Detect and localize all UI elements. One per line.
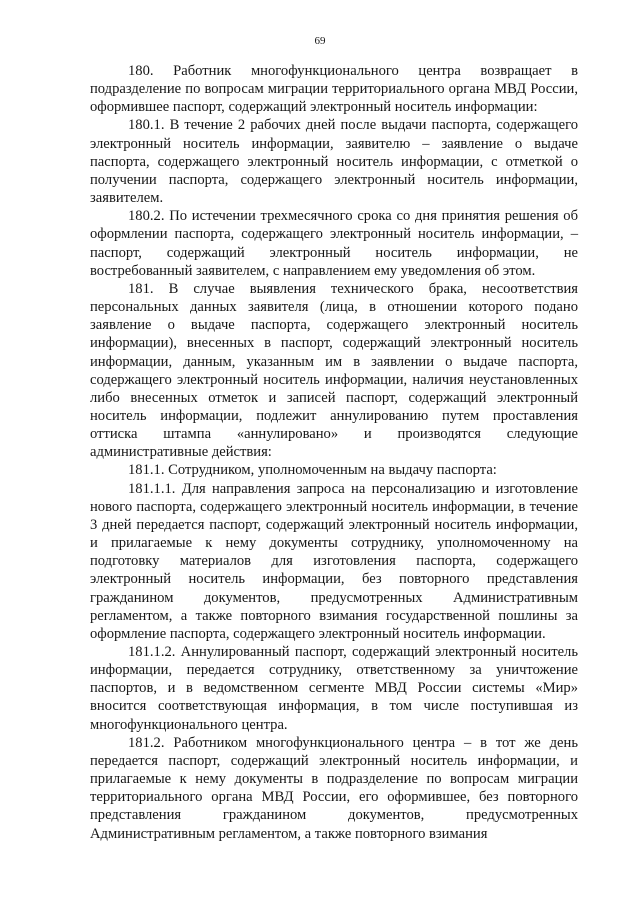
paragraph-181: 181. В случае выявления технического брака, несоответствия персональных данных заявителя (лица, в отношении которого подано заявление о выдаче паспорта, содержащего электронный носитель информации), внесенных в паспорт, содержащий электронный носитель информации, данным, указанным им в заявлении о выдаче паспорта, содержащего электронный носитель информации, наличия неустановленных либо внесенных отметок и записей паспорт, содержащий электронный носитель информации, подлежит аннулированию путем проставления оттиска штампа «аннулировано» и производятся следующие административные действия: bbox=[90, 280, 578, 461]
paragraph-181-1: 181.1. Сотрудником, уполномоченным на выдачу паспорта: bbox=[128, 462, 497, 479]
page-number: 69 bbox=[314, 35, 326, 47]
paragraph-180-1: 180.1. В течение 2 рабочих дней после выдачи паспорта, содержащего электронный носитель информации, заявителю – заявление о выдаче паспорта, содержащего электронный носитель информации, с отметкой о получении паспорта, содержащего электронный носитель информации, заявителем. bbox=[90, 117, 578, 207]
paragraph-181-1-1: 181.1.1. Для направления запроса на персонализацию и изготовление нового паспорта, содержащего электронный носитель информации, в течение 3 дней передается паспорт, содержащий электронный носитель информации, и прилагаемые к нему документы сотруднику, уполномоченному на подготовку материалов для изготовления паспорта, содержащего электронный носитель информации, без повторного представления гражданином документов, предусмотренных Административным регламентом, а также повторного взимания государственной пошлины за оформление паспорта, содержащего электронный носитель информации. bbox=[90, 480, 578, 642]
document-body bbox=[90, 62, 578, 843]
paragraph-181-2: 181.2. Работником многофункционального центра – в тот же день передается паспорт, содержащий электронный носитель информации, и прилагаемые к нему документы в подразделение по вопросам миграции территориального органа МВД России, его оформившее, без повторного представления гражданином документов, предусмотренных Административным регламентом, а также повторного взимания bbox=[90, 734, 578, 842]
paragraph-181-1-2: 181.1.2. Аннулированный паспорт, содержащий электронный носитель информации, передается сотруднику, ответственному за уничтожение паспортов, и в ведомственном сегменте МВД России системы «Мир» вносится соответствующая информация, в том числе поступившая из многофункционального центра. bbox=[90, 644, 578, 733]
paragraph-180-2: 180.2. По истечении трехмесячного срока со дня принятия решения об оформлении паспорта, содержащего электронный носитель информации, – паспорт, содержащий электронный носитель информации, не востребованный заявителем, с направлением ему уведомления об этом. bbox=[90, 208, 578, 279]
paragraph-180: 180. Работник многофункционального центра возвращает в подразделение по вопросам миграции территориального органа МВД России, оформившее паспорт, содержащий электронный носитель информации: bbox=[90, 63, 578, 116]
